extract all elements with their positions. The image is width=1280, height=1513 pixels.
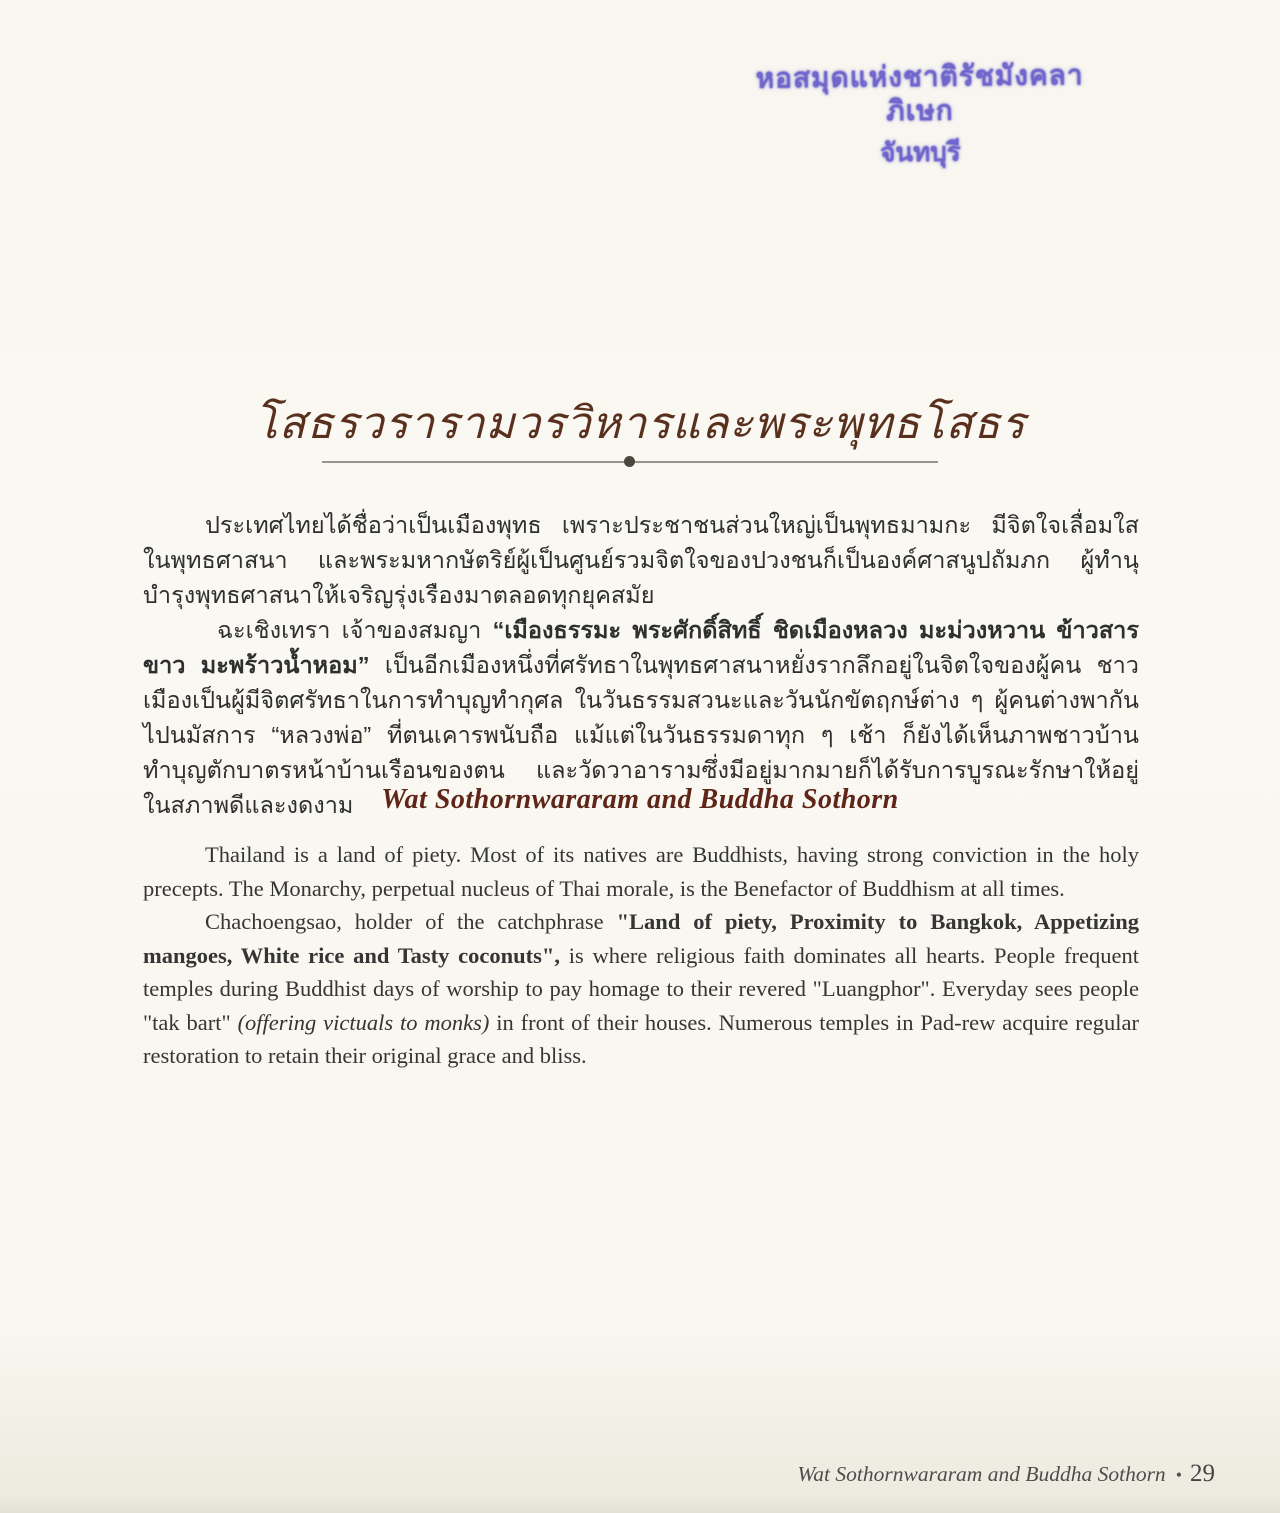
thai-body-text [143, 508, 1139, 823]
stamp-line-1: หอสมุดแห่งชาติรัชมังคลาภิเษก [755, 59, 1084, 127]
english-body-text [143, 838, 1139, 1073]
footer-separator-dot: • [1175, 1465, 1182, 1485]
page-title-thai: โสธรวรารามวรวิหารและพระพุทธโสธร [254, 398, 1026, 449]
footer-running-title: Wat Sothornwararam and Buddha Sothorn [797, 1462, 1166, 1486]
english-paragraph-2: Chachoengsao, holder of the catchphrase "Land of piety, Proximity to Bangkok, Appetizing mangoes, White rice and Tasty coconuts", is where religious faith dominates all hearts. People frequent temples during Buddhist days of worship to pay homage to their revered "Luangphor". Everyday sees people "tak bart" (offering victuals to monks) in front of their houses. Numerous temples in Pad-rew acquire regular restoration to retain their original grace and bliss. [143, 909, 1139, 1068]
title-divider-dot [624, 456, 635, 467]
stamp-line-2: จันทบุรี [879, 136, 961, 168]
section-heading-english: Wat Sothornwararam and Buddha Sothorn [381, 784, 899, 815]
page-footer [797, 1460, 1215, 1488]
thai-paragraph-1: ประเทศไทยได้ชื่อว่าเป็นเมืองพุทธ เพราะประชาชนส่วนใหญ่เป็นพุทธมามกะ มีจิตใจเลื่อมใสในพุทธศาสนา และพระมหากษัตริย์ผู้เป็นศูนย์รวมจิตใจของปวงชนก็เป็นองค์ศาสนูปถัมภก ผู้ทำนุบำรุงพุทธศาสนาให้เจริญรุ่งเรืองมาตลอดทุกยุคสมัย [143, 512, 1139, 608]
footer-page-number: 29 [1190, 1460, 1215, 1487]
thai-paragraph-2: ฉะเชิงเทรา เจ้าของสมญา “เมืองธรรมะ พระศักดิ์สิทธิ์ ชิดเมืองหลวง มะม่วงหวาน ข้าวสารขาว มะพร้าวน้ำหอม” เป็นอีกเมืองหนึ่งที่ศรัทธาในพุทธศาสนาหยั่งรากลึกอยู่ในจิตใจของผู้คน ชาวเมืองเป็นผู้มีจิตศรัทธาในการทำบุญทำกุศล ในวันธรรมสวนะและวันนักขัตฤกษ์ต่าง ๆ ผู้คนต่างพากันไปนมัสการ “หลวงพ่อ” ที่ตนเคารพนับถือ แม้แต่ในวันธรรมดาทุก ๆ เช้า ก็ยังได้เห็นภาพชาวบ้านทำบุญตักบาตรหน้าบ้านเรือนของตน และวัดวาอารามซึ่งมีอยู่มากมายก็ได้รับการบูรณะรักษาให้อยู่ในสภาพดีและงดงาม [143, 617, 1139, 818]
english-paragraph-1: Thailand is a land of piety. Most of its natives are Buddhists, having strong conviction in the holy precepts. The Monarchy, perpetual nucleus of Thai morale, is the Benefactor of Buddhism at all times. [143, 842, 1139, 901]
library-ink-stamp [741, 58, 1098, 170]
